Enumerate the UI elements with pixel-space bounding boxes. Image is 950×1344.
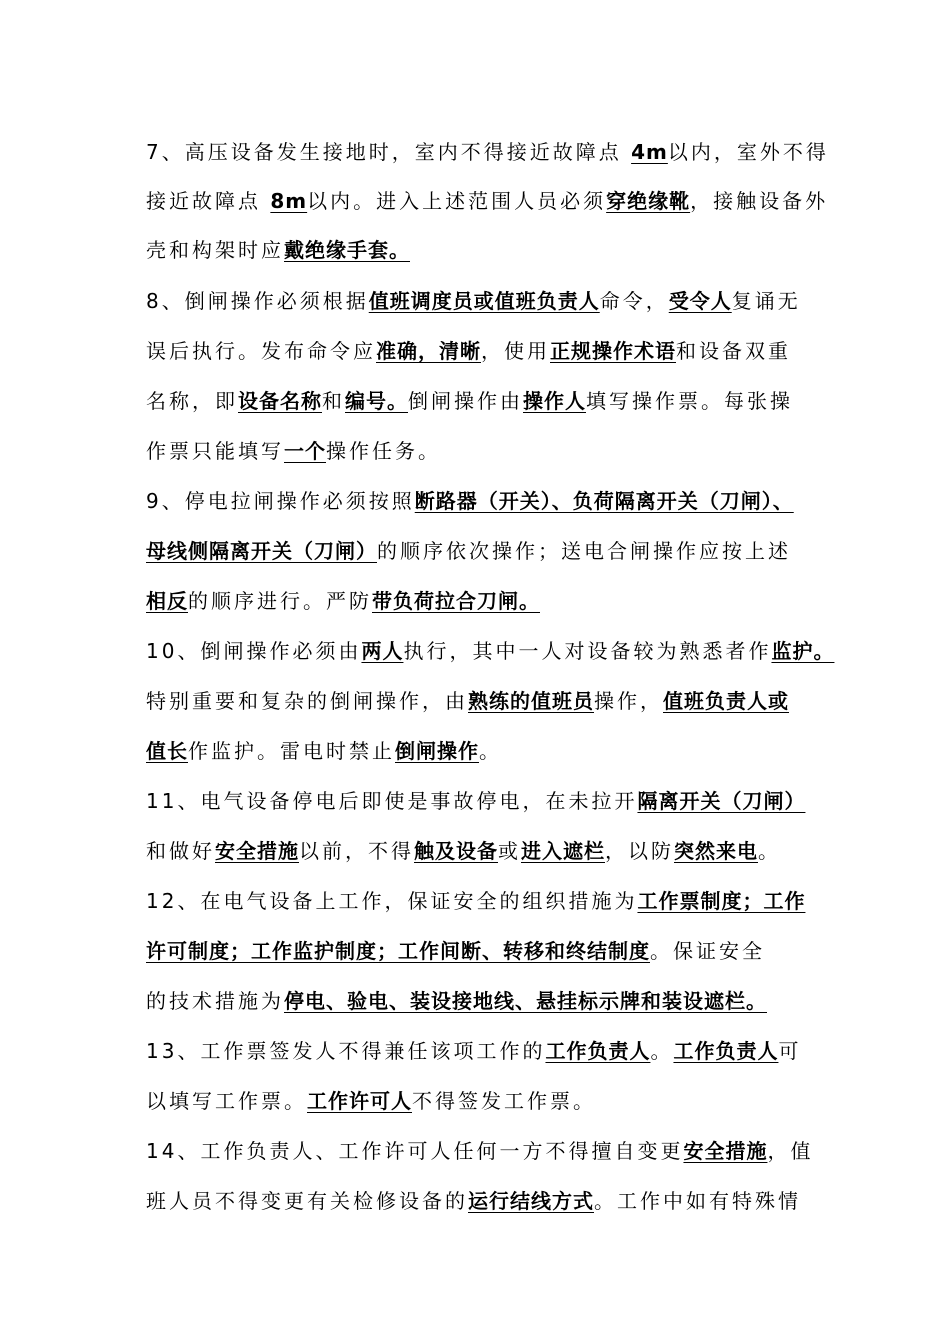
text-segment: 执行，其中一人对设备较为熟悉者作	[403, 639, 772, 663]
emphasized-term: 一个	[284, 439, 326, 463]
text-segment: 11、电气设备停电后即使是事故停电，在未拉开	[146, 789, 638, 813]
emphasized-term: 准确，清晰	[376, 339, 481, 363]
emphasized-term: 隔离开关（刀闸）	[637, 789, 806, 813]
emphasized-term: 值长	[146, 739, 188, 763]
emphasized-term: 受令人	[668, 289, 732, 313]
text-segment: 操作任务。	[326, 439, 441, 463]
text-segment: 可	[778, 1039, 802, 1063]
text-segment: 。	[479, 739, 502, 763]
emphasized-term: 工作负责人	[673, 1039, 779, 1063]
emphasized-term: 进入遮栏	[521, 839, 605, 863]
emphasized-term: 断路器（开关）、负荷隔离开关（刀闸）、	[414, 489, 794, 513]
text-segment: 误后执行。发布命令应	[146, 339, 376, 363]
text-segment: 8、倒闸操作必须根据	[146, 289, 369, 313]
emphasized-term: 相反	[146, 589, 188, 613]
text-segment: 和做好	[146, 839, 215, 863]
text-segment: 以内。进入上述范围人员必须	[307, 189, 607, 213]
text-segment: 13、工作票签发人不得兼任该项工作的	[146, 1039, 546, 1063]
text-segment: 作监护。雷电时禁止	[188, 739, 395, 763]
text-segment: 倒闸操作由	[408, 389, 523, 413]
emphasized-term: 运行结线方式	[468, 1189, 594, 1213]
emphasized-term: 工作许可人	[307, 1089, 412, 1113]
emphasized-term: 工作负责人	[545, 1039, 651, 1063]
text-line	[146, 336, 846, 366]
text-segment: 7、高压设备发生接地时，室内不得接近故障点	[146, 140, 632, 164]
text-line	[146, 386, 846, 416]
emphasized-term: 安全措施	[683, 1139, 768, 1163]
emphasized-term: 触及设备	[414, 839, 498, 863]
text-segment: 操作，	[594, 689, 663, 713]
text-segment: 12、在电气设备上工作，保证安全的组织措施为	[146, 889, 638, 913]
text-segment: 以填写工作票。	[146, 1089, 307, 1113]
emphasized-term: 穿绝缘靴	[606, 189, 691, 213]
text-segment: ，以防	[605, 839, 674, 863]
text-segment: 10、倒闸操作必须由	[146, 639, 362, 663]
text-line	[146, 1036, 846, 1066]
text-segment: 。	[758, 839, 781, 863]
text-line	[146, 836, 846, 866]
emphasized-term: 许可制度；工作监护制度；工作间断、转移和终结制度	[146, 939, 650, 963]
emphasized-term: 编号。	[345, 389, 408, 413]
text-line	[146, 286, 846, 316]
text-line	[146, 586, 846, 616]
text-segment: 壳和构架时应	[146, 238, 284, 262]
text-segment: 。保证安全	[650, 939, 765, 963]
emphasized-term: 值班负责人或	[663, 689, 789, 713]
emphasized-term: 设备名称	[238, 389, 322, 413]
text-line	[146, 137, 846, 167]
emphasized-term: 突然来电	[674, 839, 758, 863]
text-segment: ，使用	[481, 339, 550, 363]
text-segment: 14、工作负责人、工作许可人任何一方不得擅自变更	[146, 1139, 684, 1163]
emphasized-term: 母线侧隔离开关（刀闸）	[146, 539, 377, 563]
text-line	[146, 1136, 846, 1166]
text-segment: 名称，即	[146, 389, 238, 413]
text-line	[146, 986, 846, 1016]
text-segment: 的顺序进行。严防	[188, 589, 372, 613]
text-line	[146, 536, 846, 566]
text-line	[146, 235, 846, 265]
text-line	[146, 486, 846, 516]
emphasized-term: 倒闸操作	[395, 739, 479, 763]
text-line	[146, 736, 846, 766]
text-segment: 的技术措施为	[146, 989, 284, 1013]
text-line	[146, 636, 846, 666]
emphasized-term: 带负荷拉合刀闸。	[372, 589, 540, 613]
text-line	[146, 436, 846, 466]
text-line	[146, 1086, 846, 1116]
text-segment: ，接触设备外	[690, 189, 829, 213]
text-segment: ，值	[767, 1139, 814, 1163]
text-line	[146, 186, 846, 216]
text-segment: 复诵无	[731, 289, 801, 313]
emphasized-term: 安全措施	[215, 839, 299, 863]
text-segment: 不得签发工作票。	[412, 1089, 596, 1113]
emphasized-term: 正规操作术语	[550, 339, 676, 363]
text-line	[146, 686, 846, 716]
text-segment: 。工作中如有特殊情	[594, 1189, 801, 1213]
text-segment: 。	[650, 1039, 674, 1063]
text-line	[146, 886, 846, 916]
emphasized-term: 熟练的值班员	[468, 689, 594, 713]
emphasized-term: 4m	[631, 140, 668, 164]
text-segment: 命令，	[599, 289, 669, 313]
text-segment: 以前，不得	[299, 839, 414, 863]
text-segment: 接近故障点	[146, 189, 271, 213]
text-line	[146, 936, 846, 966]
text-segment: 或	[498, 839, 521, 863]
text-segment: 和	[322, 389, 345, 413]
text-segment: 特别重要和复杂的倒闸操作，由	[146, 689, 468, 713]
text-segment: 和设备双重	[676, 339, 791, 363]
emphasized-term: 戴绝缘手套。	[284, 238, 410, 262]
emphasized-term: 停电、验电、装设接地线、悬挂标示牌和装设遮栏。	[284, 989, 767, 1013]
text-segment: 9、停电拉闸操作必须按照	[146, 489, 415, 513]
emphasized-term: 工作票制度；工作	[637, 889, 806, 913]
text-line	[146, 786, 846, 816]
text-segment: 作票只能填写	[146, 439, 284, 463]
text-segment: 以内，室外不得	[667, 140, 829, 164]
text-segment: 的顺序依次操作；送电合闸操作应按上述	[377, 539, 791, 563]
text-line	[146, 1186, 846, 1216]
emphasized-term: 两人	[361, 639, 404, 663]
emphasized-term: 值班调度员或值班负责人	[368, 289, 600, 313]
text-segment: 班人员不得变更有关检修设备的	[146, 1189, 468, 1213]
emphasized-term: 8m	[270, 189, 308, 213]
text-segment: 填写操作票。每张操	[586, 389, 793, 413]
emphasized-term: 操作人	[523, 389, 586, 413]
emphasized-term: 监护。	[771, 639, 835, 663]
